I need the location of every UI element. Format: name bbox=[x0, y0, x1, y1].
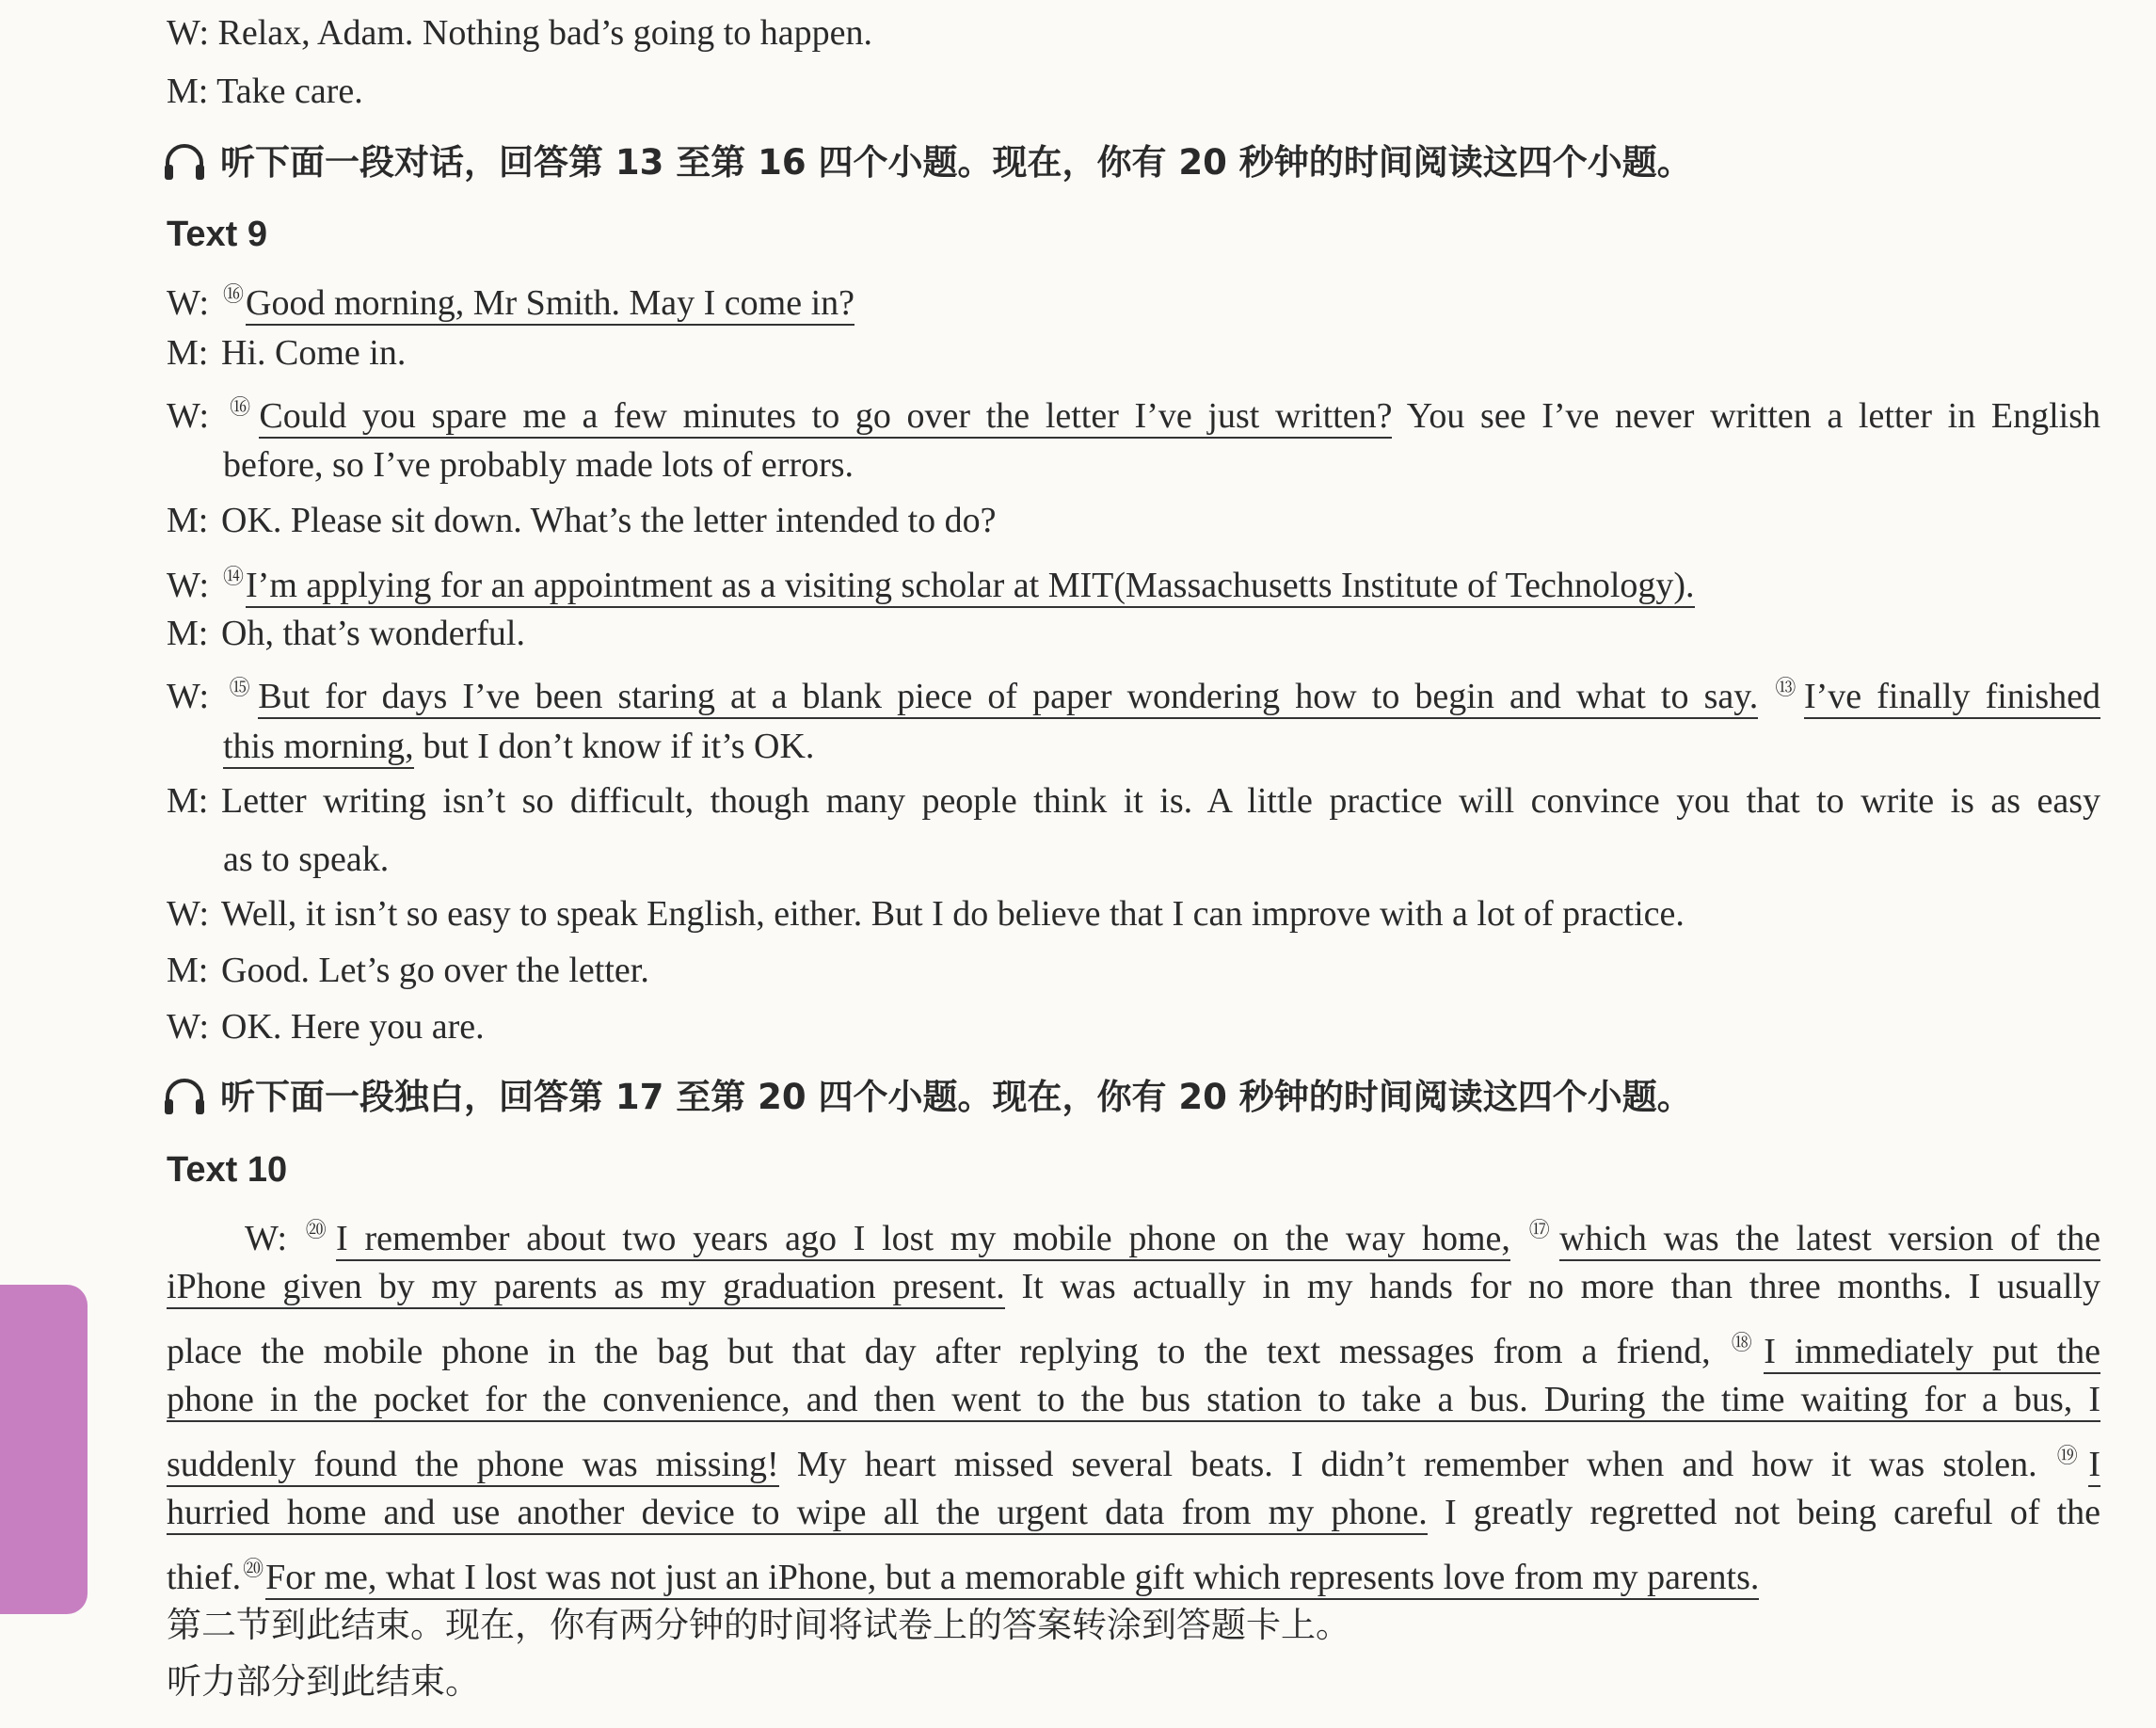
dialog-line-continued: as to speak. bbox=[223, 840, 390, 879]
underlined-key-sentence: I remember about two years ago I lost my mobile phone on the way home, bbox=[336, 1219, 1510, 1261]
monologue-line bbox=[167, 1547, 1759, 1599]
underlined-key-sentence: I’m applying for an appointment as a visiting scholar at MIT(Massachusetts Institute of Technology). bbox=[246, 566, 1695, 608]
question-marker: ⑮ bbox=[223, 676, 257, 699]
dialog-line bbox=[167, 1005, 485, 1048]
question-marker: ⑳ bbox=[243, 1557, 264, 1580]
question-marker: ⑰ bbox=[1528, 1218, 1557, 1241]
question-marker: ⑱ bbox=[1731, 1331, 1763, 1354]
dialog-text: Hi. Come in. bbox=[221, 333, 407, 373]
question-marker: ⑳ bbox=[305, 1218, 335, 1241]
dialog-line: W: Relax, Adam. Nothing bad’s going to happen. bbox=[167, 13, 873, 53]
monologue-line bbox=[245, 1208, 2100, 1260]
monologue-text: place the mobile phone in the bag but that day after replying to the text messages from a friend, bbox=[167, 1332, 1730, 1371]
dialog-line bbox=[167, 892, 1685, 936]
underlined-key-sentence: iPhone given by my parents as my graduation present. bbox=[167, 1267, 1005, 1309]
dialog-line bbox=[167, 666, 2100, 718]
monologue-text: My heart missed several beats. I didn’t remember when and how it was stolen. bbox=[778, 1445, 2055, 1484]
underlined-key-sentence: Good morning, Mr Smith. May I come in? bbox=[246, 283, 854, 326]
side-color-tab bbox=[0, 1285, 88, 1614]
dialog-text: Well, it isn’t so easy to speak English, either. But I do believe that I can improve with a lot of practice. bbox=[221, 894, 1685, 934]
dialog-text: Good. Let’s go over the letter. bbox=[221, 951, 649, 990]
section-end-note: 第二节到此结束。现在，你有两分钟的时间将试卷上的答案转涂到答题卡上。 bbox=[167, 1605, 1350, 1645]
underlined-key-sentence: I’ve finally finished bbox=[1804, 677, 2100, 719]
listening-end-note: 听力部分到此结束。 bbox=[167, 1661, 480, 1702]
monologue-line bbox=[167, 1434, 2100, 1486]
monologue-text: thief. bbox=[167, 1558, 242, 1597]
monologue-line bbox=[167, 1491, 2100, 1534]
headphones-icon bbox=[162, 1077, 207, 1116]
speaker-label: W: bbox=[167, 566, 210, 605]
dialog-text: but I don’t know if it’s OK. bbox=[413, 727, 815, 766]
section-title-text-10: Text 10 bbox=[167, 1150, 288, 1190]
dialog-line bbox=[167, 779, 2100, 823]
speaker-label: W: bbox=[167, 283, 210, 323]
speaker-label: M: bbox=[167, 614, 209, 653]
dialog-line-continued bbox=[223, 725, 814, 768]
speaker-label: M: bbox=[167, 501, 209, 540]
underlined-key-sentence: hurried home and use another device to wipe all the urgent data from my phone. bbox=[167, 1493, 1428, 1535]
underlined-key-sentence: Could you spare me a few minutes to go over the letter I’ve just written? bbox=[259, 396, 1392, 439]
monologue-text: I greatly regretted not being careful of the bbox=[1427, 1493, 2101, 1532]
speaker-label: M: bbox=[167, 333, 209, 373]
dialog-text: Letter writing isn’t so difficult, though many people think it is. A little practice will convince you that to write is as easy bbox=[221, 781, 2100, 821]
monologue-line bbox=[167, 1265, 2100, 1308]
section-title-text-9: Text 9 bbox=[167, 215, 268, 254]
monologue-line bbox=[167, 1378, 2100, 1421]
monologue-text: It was actually in my hands for no more than three months. I usually bbox=[1004, 1267, 2101, 1306]
instruction-text: 听下面一段对话，回答第 13 至第 16 四个小题。现在，你有 20 秒钟的时间阅读这四个小题。 bbox=[220, 142, 1692, 183]
dialog-line bbox=[167, 499, 997, 542]
underlined-key-sentence: For me, what I lost was not just an iPhone, but a memorable gift which represents love from my parents. bbox=[265, 1558, 1759, 1600]
instruction-text: 听下面一段独白，回答第 17 至第 20 四个小题。现在，你有 20 秒钟的时间阅读这四个小题。 bbox=[220, 1077, 1692, 1117]
underlined-key-sentence: I bbox=[2088, 1445, 2100, 1487]
speaker-label: W: bbox=[245, 1219, 288, 1258]
underlined-key-sentence: But for days I’ve been staring at a blank piece of paper wondering how to begin and what to say. bbox=[258, 677, 1758, 719]
listening-instruction bbox=[162, 141, 1692, 184]
underlined-key-sentence: I immediately put the bbox=[1764, 1332, 2100, 1374]
dialog-line bbox=[167, 331, 406, 375]
speaker-label: W: bbox=[167, 894, 210, 934]
question-marker: ⑯ bbox=[223, 282, 245, 306]
question-marker: ⑲ bbox=[2056, 1444, 2087, 1467]
speaker-label: W: bbox=[167, 1007, 210, 1047]
question-marker: ⑬ bbox=[1775, 676, 1802, 699]
dialog-line: M: Take care. bbox=[167, 72, 363, 111]
dialog-line bbox=[167, 273, 854, 325]
underlined-key-sentence: suddenly found the phone was missing! bbox=[167, 1445, 779, 1487]
listening-instruction bbox=[162, 1076, 1692, 1119]
dialog-text: OK. Here you are. bbox=[221, 1007, 485, 1047]
speaker-label: W: bbox=[167, 677, 210, 716]
underlined-key-sentence: this morning, bbox=[223, 727, 414, 769]
dialog-text: You see I’ve never written a letter in English bbox=[1392, 396, 2100, 436]
dialog-line bbox=[167, 949, 649, 992]
dialog-line-continued: before, so I’ve probably made lots of errors. bbox=[223, 445, 854, 485]
question-marker: ⑭ bbox=[223, 565, 245, 588]
dialog-text: OK. Please sit down. What’s the letter intended to do? bbox=[221, 501, 997, 540]
underlined-key-sentence: which was the latest version of the bbox=[1559, 1219, 2100, 1261]
dialog-text: Oh, that’s wonderful. bbox=[221, 614, 525, 653]
dialog-line bbox=[167, 612, 525, 655]
question-marker: ⑯ bbox=[223, 395, 258, 419]
headphones-icon bbox=[162, 142, 207, 182]
dialog-line bbox=[167, 555, 1695, 607]
dialog-line bbox=[167, 386, 2100, 438]
speaker-label: M: bbox=[167, 951, 209, 990]
speaker-label: M: bbox=[167, 781, 209, 821]
underlined-key-sentence: phone in the pocket for the convenience, and then went to the bus station to take a bus. During the time waiting for a bus, I bbox=[167, 1380, 2100, 1422]
monologue-line bbox=[167, 1321, 2100, 1373]
speaker-label: W: bbox=[167, 396, 210, 436]
